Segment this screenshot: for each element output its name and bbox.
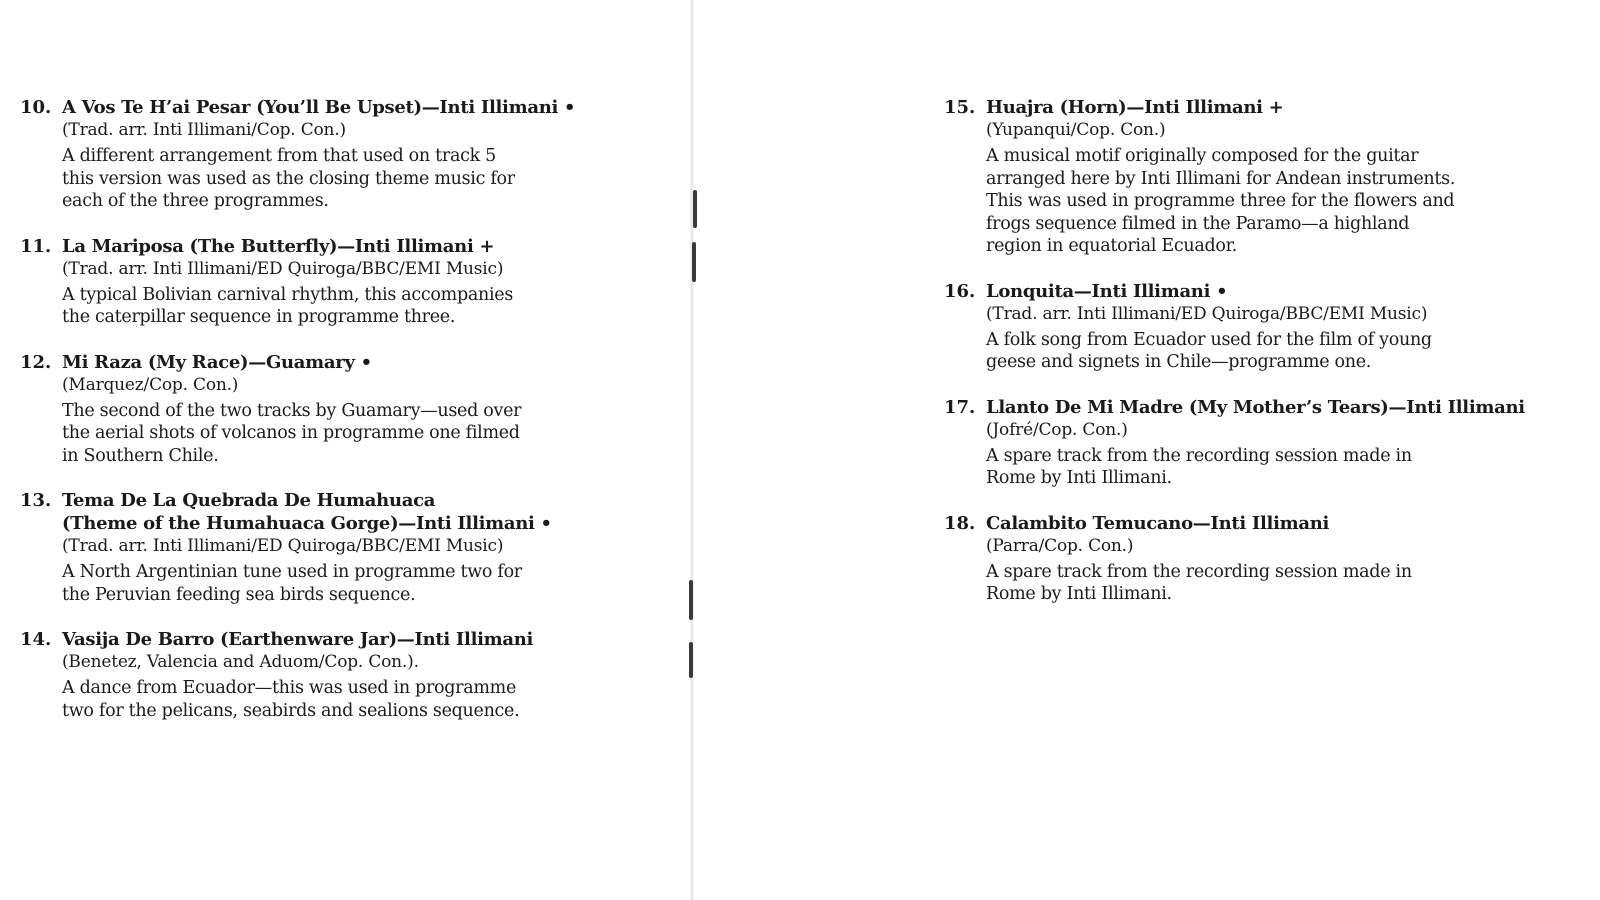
track-title: Llanto De Mi Madre (My Mother’s Tears)—Inti Illimani xyxy=(986,396,1525,418)
track-description xyxy=(986,329,1584,374)
track-title: Calambito Temucano—Inti Illimani xyxy=(986,512,1330,534)
description-line: arranged here by Inti Illimani for Andean instruments. xyxy=(986,168,1456,189)
description-line: A folk song from Ecuador used for the film of young xyxy=(986,329,1432,350)
track-11 xyxy=(20,235,640,329)
description-line: in Southern Chile. xyxy=(62,445,219,466)
description-line: Rome by Inti Illimani. xyxy=(986,584,1172,604)
track-number: 14. xyxy=(20,629,52,650)
description-line: This was used in programme three for the flowers and xyxy=(986,191,1455,211)
track-credit: (Benetez, Valencia and Aduom/Cop. Con.). xyxy=(62,652,419,672)
track-description xyxy=(62,145,640,213)
right-page xyxy=(944,96,1584,628)
track-credit: (Trad. arr. Inti Illimani/ED Quiroga/BBC/EMI Music) xyxy=(62,258,504,279)
description-line: A spare track from the recording session made in xyxy=(986,561,1412,582)
track-12 xyxy=(20,351,640,468)
track-number: 18. xyxy=(944,512,976,534)
description-line: A North Argentinian tune used in programme two for xyxy=(62,562,522,582)
description-line: A different arrangement from that used on track 5 xyxy=(62,146,496,166)
track-title: Huajra (Horn)—Inti Illimani + xyxy=(986,97,1284,118)
track-16 xyxy=(944,280,1584,374)
track-13 xyxy=(20,489,640,606)
track-credit: (Trad. arr. Inti Illimani/ED Quiroga/BBC/EMI Music) xyxy=(986,303,1428,324)
staple xyxy=(693,190,697,228)
track-title: Mi Raza (My Race)—Guamary • xyxy=(62,351,372,373)
staple xyxy=(689,642,693,678)
track-number: 11. xyxy=(20,235,52,257)
center-fold xyxy=(690,0,694,900)
track-title: Vasija De Barro (Earthenware Jar)—Inti Illimani xyxy=(62,629,534,650)
description-line: the aerial shots of volcanos in programme one filmed xyxy=(62,423,520,443)
track-number: 10. xyxy=(20,97,52,118)
track-description xyxy=(986,445,1584,490)
track-number: 17. xyxy=(944,396,976,418)
staple xyxy=(692,242,696,282)
track-credit: (Trad. arr. Inti Illimani/Cop. Con.) xyxy=(62,120,346,140)
description-line: A typical Bolivian carnival rhythm, this accompanies xyxy=(62,284,513,305)
description-line: region in equatorial Ecuador. xyxy=(986,236,1238,256)
track-description xyxy=(62,400,640,468)
track-number: 15. xyxy=(944,97,976,118)
left-page xyxy=(20,96,640,744)
description-line: two for the pelicans, seabirds and sealions sequence. xyxy=(62,700,520,721)
track-credit: (Yupanqui/Cop. Con.) xyxy=(986,120,1166,140)
track-credit: (Marquez/Cop. Con.) xyxy=(62,374,239,395)
track-description xyxy=(62,677,640,722)
track-number: 16. xyxy=(944,280,976,302)
track-credit: (Parra/Cop. Con.) xyxy=(986,535,1134,556)
track-description xyxy=(986,561,1584,606)
description-line: this version was used as the closing theme music for xyxy=(62,168,515,189)
description-line: A spare track from the recording session made in xyxy=(986,445,1412,466)
description-line: the Peruvian feeding sea birds sequence. xyxy=(62,584,416,605)
track-title: La Mariposa (The Butterfly)—Inti Illimani + xyxy=(62,235,495,257)
staple xyxy=(689,580,693,620)
track-title: A Vos Te H’ai Pesar (You’ll Be Upset)—Inti Illimani • xyxy=(62,97,576,118)
track-description xyxy=(986,145,1584,258)
track-14 xyxy=(20,628,640,722)
track-title xyxy=(62,489,640,535)
track-number: 13. xyxy=(20,490,52,511)
description-line: each of the three programmes. xyxy=(62,191,329,211)
description-line: the caterpillar sequence in programme three. xyxy=(62,307,456,327)
description-line: The second of the two tracks by Guamary—used over xyxy=(62,400,522,421)
track-title-line: (Theme of the Humahuaca Gorge)—Inti Illimani • xyxy=(62,513,552,534)
track-10 xyxy=(20,96,640,213)
track-description xyxy=(62,561,640,606)
track-credit: (Jofré/Cop. Con.) xyxy=(986,419,1128,440)
track-17 xyxy=(944,396,1584,490)
track-number: 12. xyxy=(20,351,52,373)
track-title-line: Tema De La Quebrada De Humahuaca xyxy=(62,490,436,511)
track-15 xyxy=(944,96,1584,258)
track-credit: (Trad. arr. Inti Illimani/ED Quiroga/BBC/EMI Music) xyxy=(62,536,504,556)
track-description xyxy=(62,284,640,329)
description-line: geese and signets in Chile—programme one. xyxy=(986,352,1372,372)
description-line: A dance from Ecuador—this was used in programme xyxy=(62,678,516,698)
description-line: frogs sequence filmed in the Paramo—a highland xyxy=(986,213,1410,234)
description-line: Rome by Inti Illimani. xyxy=(986,468,1172,488)
track-18 xyxy=(944,512,1584,606)
track-title: Lonquita—Inti Illimani • xyxy=(986,280,1228,302)
description-line: A musical motif originally composed for the guitar xyxy=(986,146,1419,166)
